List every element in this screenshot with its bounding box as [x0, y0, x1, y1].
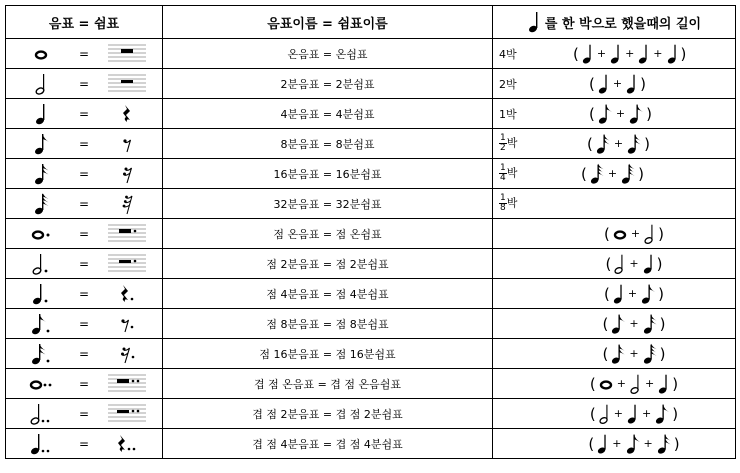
- quarter-note-icon: [666, 41, 679, 67]
- table-row: [6, 249, 736, 279]
- paren-close: ): [658, 284, 664, 303]
- double-dotted-quarter-note-icon: [29, 431, 53, 457]
- beat-numerator: 1: [500, 193, 506, 203]
- plus-sign: +: [645, 377, 655, 390]
- row-name: 4분음표 = 4분쉼표: [163, 99, 493, 129]
- paren-close: ): [644, 134, 650, 153]
- table-row: [6, 219, 736, 249]
- beat-value: 1박: [499, 107, 517, 121]
- paren-close: ): [673, 434, 680, 453]
- table-row: [6, 39, 736, 69]
- plus-sign: +: [616, 377, 626, 390]
- plus-sign: +: [612, 437, 622, 450]
- equals-sign: =: [78, 76, 90, 91]
- table-row: [6, 429, 736, 459]
- equals-sign: =: [78, 256, 90, 271]
- table-row: [6, 309, 736, 339]
- dotted-whole-note-icon: [30, 221, 52, 247]
- table-row: [6, 369, 736, 399]
- equals-sign: =: [78, 406, 90, 421]
- plus-sign: +: [612, 77, 623, 90]
- beat-denominator: 8: [500, 203, 506, 213]
- paren-open: (: [605, 254, 612, 273]
- equals-sign: =: [78, 46, 90, 61]
- paren-open: (: [604, 224, 610, 243]
- plus-sign: +: [615, 107, 626, 120]
- whole-note-icon: [33, 41, 49, 67]
- plus-sign: +: [627, 287, 638, 300]
- eighth-rest-icon: [121, 132, 133, 156]
- plus-sign: +: [653, 47, 663, 60]
- paren-open: (: [588, 434, 595, 453]
- paren-close: ): [659, 344, 666, 363]
- beat-value: [493, 194, 543, 213]
- dotted-quarter-rest-icon: [119, 282, 135, 306]
- equals-sign: =: [78, 136, 90, 151]
- quarter-note-icon: [34, 101, 48, 127]
- dotted-half-note-icon: [31, 251, 51, 277]
- double-dotted-whole-note-icon: [28, 371, 54, 397]
- whole-note-icon: [598, 371, 614, 397]
- plus-sign: +: [625, 47, 635, 60]
- paren-open: (: [604, 284, 610, 303]
- sixteenth-note-icon: [626, 131, 642, 157]
- dotted-whole-rest-icon: [108, 221, 146, 247]
- quarter-note-icon: [626, 401, 639, 427]
- plus-sign: +: [630, 227, 641, 240]
- half-rest-icon: [108, 71, 146, 97]
- table-row: [6, 399, 736, 429]
- double-dotted-whole-rest-icon: [108, 371, 146, 397]
- thirty-second-note-icon: [642, 341, 658, 367]
- double-dotted-half-rest-icon: [108, 401, 146, 427]
- quarter-rest-icon: [121, 102, 133, 126]
- plus-sign: +: [596, 47, 607, 60]
- paren-open: (: [589, 104, 595, 123]
- header-duration: [493, 6, 736, 39]
- header-names: 음표이름 = 쉼표이름: [163, 6, 493, 39]
- whole-note-icon: [612, 221, 628, 247]
- half-note-icon: [34, 71, 48, 97]
- paren-open: (: [589, 404, 596, 423]
- row-name: 점 4분음표 = 점 4분쉼표: [163, 279, 493, 309]
- dotted-eighth-note-icon: [30, 311, 52, 337]
- plus-sign: +: [613, 407, 623, 420]
- row-name: 겹 점 4분음표 = 겹 점 4분쉼표: [163, 429, 493, 459]
- paren-close: ): [640, 74, 646, 93]
- whole-rest-icon: [108, 41, 146, 67]
- note-rest-table: [5, 5, 736, 459]
- equals-sign: =: [78, 166, 90, 181]
- paren-close: ): [680, 44, 687, 63]
- equals-sign: =: [78, 346, 90, 361]
- equals-sign: =: [78, 316, 90, 331]
- row-name: 겹 점 온음표 = 겹 점 온음쉼표: [163, 369, 493, 399]
- table-row: [6, 159, 736, 189]
- beat-unit: 박: [506, 196, 518, 210]
- header-note-rest: 음표 = 쉼표: [6, 6, 163, 39]
- half-note-icon: [613, 251, 626, 277]
- paren-close: ): [659, 314, 666, 333]
- quarter-note-icon: [596, 431, 609, 457]
- row-name: 점 2분음표 = 점 2분쉼표: [163, 249, 493, 279]
- sixteenth-note-icon: [595, 131, 611, 157]
- eighth-note-icon: [610, 311, 626, 337]
- equals-sign: =: [78, 226, 90, 241]
- eighth-note-icon: [654, 401, 670, 427]
- thirty-second-note-icon: [589, 161, 605, 187]
- equals-sign: =: [78, 106, 90, 121]
- paren-open: (: [589, 374, 596, 393]
- row-name: 8분음표 = 8분쉼표: [163, 129, 493, 159]
- thirty-second-rest-icon: [121, 192, 133, 216]
- quarter-note-icon: [527, 9, 541, 35]
- paren-open: (: [589, 74, 595, 93]
- paren-open: (: [573, 44, 579, 63]
- paren-open: (: [581, 164, 587, 183]
- beat-value: [493, 164, 543, 183]
- thirty-second-note-icon: [33, 191, 50, 217]
- table-row: [6, 189, 736, 219]
- quarter-note-icon: [642, 251, 655, 277]
- row-name: 겹 점 2분음표 = 겹 점 2분쉼표: [163, 399, 493, 429]
- paren-open: (: [602, 344, 609, 363]
- paren-close: ): [672, 404, 679, 423]
- plus-sign: +: [629, 257, 639, 270]
- sixteenth-note-icon: [642, 311, 658, 337]
- row-name: 온음표 = 온쉼표: [163, 39, 493, 69]
- plus-sign: +: [607, 167, 618, 180]
- half-note-icon: [643, 221, 656, 247]
- table-row: [6, 339, 736, 369]
- beat-unit: 박: [506, 136, 518, 150]
- dotted-quarter-note-icon: [31, 281, 51, 307]
- dotted-sixteenth-note-icon: [30, 341, 52, 367]
- quarter-note-icon: [657, 371, 670, 397]
- half-note-icon: [629, 371, 642, 397]
- thirty-second-note-icon: [620, 161, 636, 187]
- dotted-eighth-rest-icon: [119, 312, 135, 336]
- eighth-note-icon: [625, 431, 641, 457]
- beat-denominator: 4: [500, 173, 506, 183]
- header-duration-label: 를 한 박으로 했을때의 길이: [544, 16, 702, 32]
- plus-sign: +: [613, 137, 624, 150]
- beat-value: 2박: [499, 77, 517, 91]
- quarter-note-icon: [612, 281, 625, 307]
- beat-unit: 박: [506, 166, 518, 180]
- quarter-note-icon: [609, 41, 622, 67]
- double-dotted-quarter-rest-icon: [116, 432, 138, 456]
- dotted-sixteenth-rest-icon: [119, 342, 136, 366]
- row-name: 32분음표 = 32분쉼표: [163, 189, 493, 219]
- quarter-note-icon: [581, 41, 594, 67]
- table-row: [6, 69, 736, 99]
- table-row: [6, 99, 736, 129]
- paren-close: ): [672, 374, 679, 393]
- plus-sign: +: [629, 317, 639, 330]
- sixteenth-note-icon: [33, 161, 50, 187]
- equals-sign: =: [78, 376, 90, 391]
- beat-value: [493, 134, 543, 153]
- paren-close: ): [658, 224, 664, 243]
- double-dotted-half-note-icon: [29, 401, 53, 427]
- sixteenth-note-icon: [656, 431, 672, 457]
- paren-close: ): [656, 254, 663, 273]
- row-name: 점 16분음표 = 점 16분쉼표: [163, 339, 493, 369]
- beat-value: 4박: [499, 47, 517, 61]
- paren-close: ): [646, 104, 652, 123]
- eighth-note-icon: [597, 101, 613, 127]
- dotted-half-rest-icon: [108, 251, 146, 277]
- table-row: [6, 279, 736, 309]
- quarter-note-icon: [625, 71, 638, 97]
- equals-sign: =: [78, 436, 90, 451]
- row-name: 점 온음표 = 점 온쉼표: [163, 219, 493, 249]
- eighth-note-icon: [628, 101, 644, 127]
- paren-open: (: [602, 314, 609, 333]
- plus-sign: +: [643, 437, 653, 450]
- beat-numerator: 1: [500, 163, 506, 173]
- quarter-note-icon: [637, 41, 650, 67]
- eighth-note-icon: [640, 281, 656, 307]
- row-name: 16분음표 = 16분쉼표: [163, 159, 493, 189]
- paren-close: ): [638, 164, 644, 183]
- quarter-note-icon: [597, 71, 610, 97]
- row-name: 2분음표 = 2분쉼표: [163, 69, 493, 99]
- paren-open: (: [587, 134, 593, 153]
- beat-numerator: 1: [500, 133, 506, 143]
- row-name: 점 8분음표 = 점 8분쉼표: [163, 309, 493, 339]
- sixteenth-note-icon: [610, 341, 626, 367]
- equals-sign: =: [78, 196, 90, 211]
- sixteenth-rest-icon: [121, 162, 133, 186]
- plus-sign: +: [642, 407, 652, 420]
- equals-sign: =: [78, 286, 90, 301]
- beat-denominator: 2: [500, 143, 506, 153]
- plus-sign: +: [629, 347, 639, 360]
- table-row: [6, 129, 736, 159]
- eighth-note-icon: [33, 131, 50, 157]
- half-note-icon: [598, 401, 611, 427]
